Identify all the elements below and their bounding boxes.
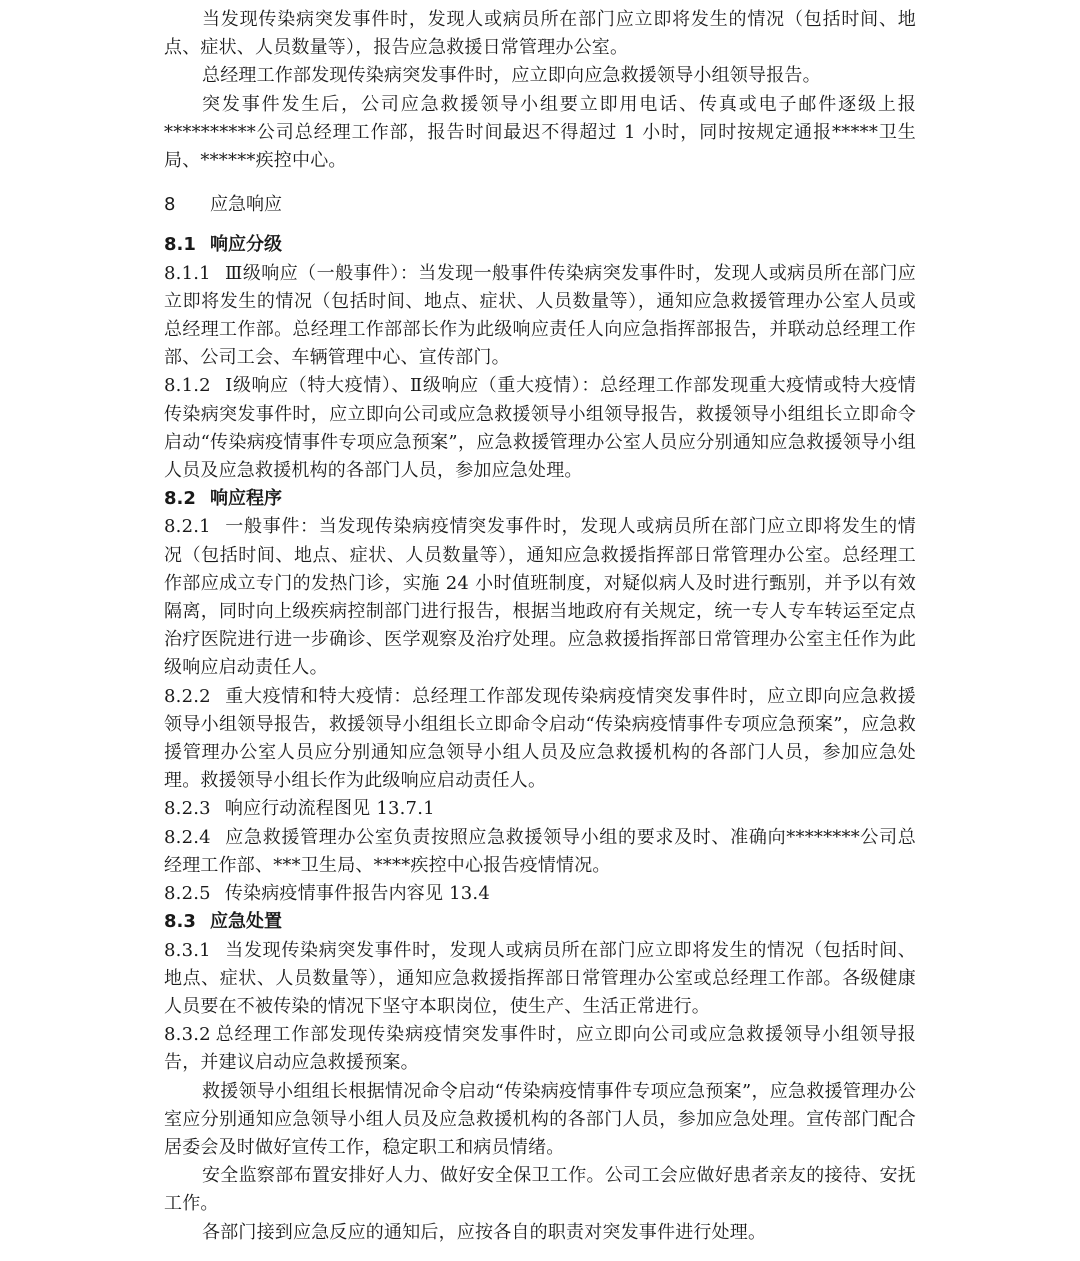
intro-paragraph: 当发现传染病突发事件时，发现人或病员所在部门应立即将发生的情况（包括时间、地点、症状、人员数量等），报告应急救援日常管理办公室。	[164, 9, 916, 59]
clause-8-2-3	[164, 795, 916, 823]
subsection-title: 应急处置	[210, 911, 282, 933]
section-title: 应急响应	[210, 194, 282, 216]
clause-text: 一般事件：当发现传染病疫情突发事件时，发现人或病员所在部门应立即将发生的情况（包括时间、地点、症状、人员数量等），通知应急救援指挥部日常管理办公室。总经理工作部应成立专门的发热门诊，实施 24 小时值班制度，对疑似病人及时进行甄别，并予以有效隔离，同时向上级疾病控制部门进行报告，根据当地政府有关规定，统一专人专车转运至定点治疗医院进行进一步确诊、医学观察及治疗处理。应急救援指挥部日常管理办公室主任作为此级响应启动责任人。	[164, 516, 916, 679]
clause-text: Ⅰ级响应（特大疫情）、Ⅱ级响应（重大疫情）：总经理工作部发现重大疫情或特大疫情传染病突发事件时，应立即向公司或应急救援领导小组领导报告，救援领导小组组长立即命令启动“传染病疫情事件专项应急预案”，应急救援管理办公室人员应分别通知应急救援领导小组人员及应急救援机构的各部门人员，参加应急处理。	[164, 375, 917, 482]
clause-8-1-2	[164, 372, 916, 485]
clause-text: 重大疫情和特大疫情：总经理工作部发现传染病疫情突发事件时，应立即向应急救援领导小组领导报告，救援领导小组组长立即命令启动“传染病疫情事件专项应急预案”，应急救援管理办公室人员应分别通知应急领导小组人员及应急救援机构的各部门人员，参加应急处理。救援领导小组长作为此级响应启动责任人。	[164, 685, 916, 792]
clause-8-2-5	[164, 880, 916, 908]
clause-8-2-1	[164, 513, 916, 682]
clause-8-2-2	[164, 683, 916, 796]
clause-number: 8.1.1	[164, 262, 211, 284]
clause-8-2-4	[164, 824, 916, 880]
clause-text: 响应行动流程图见 13.7.1	[224, 798, 435, 820]
intro-paragraph: 总经理工作部发现传染病突发事件时，应立即向应急救援领导小组领导报告。	[202, 65, 821, 87]
subsection-title: 响应程序	[210, 488, 282, 510]
clause-text: 传染病疫情事件报告内容见 13.4	[224, 883, 491, 905]
clause-text: 当发现传染病突发事件时，发现人或病员所在部门应立即将发生的情况（包括时间、地点、症状、人员数量等），通知应急救援指挥部日常管理办公室或总经理工作部。各级健康人员要在不被传染的情况下坚守本职岗位，使生产、生活正常进行。	[164, 939, 916, 1017]
subsection-title: 响应分级	[210, 234, 282, 256]
closing-paragraph: 各部门接到应急反应的通知后，应按各自的职责对突发事件进行处理。	[202, 1221, 767, 1243]
clause-8-3-2	[164, 1021, 916, 1077]
subsection-heading-8-3	[164, 908, 916, 936]
clause-number: 8.2.1	[164, 516, 211, 538]
subsection-number: 8.2	[164, 488, 196, 510]
document-body	[164, 6, 916, 1247]
closing-paragraph: 安全监察部布置安排好人力、做好安全保卫工作。公司工会应做好患者亲友的接待、安抚工作。	[164, 1165, 916, 1215]
section-heading-8	[164, 191, 916, 219]
clause-text: Ⅲ级响应（一般事件）：当发现一般事件传染病突发事件时，发现人或病员所在部门应立即将发生的情况（包括时间、地点、症状、人员数量等），通知应急救援管理办公室人员或总经理工作部。总经理工作部部长作为此级响应责任人向应急指挥部报告，并联动总经理工作部、公司工会、车辆管理中心、宣传部门。	[164, 262, 916, 369]
clause-number: 8.3.1	[164, 939, 211, 961]
clause-8-3-1	[164, 937, 916, 1022]
clause-8-1-1	[164, 260, 916, 373]
clause-number: 8.2.4	[164, 826, 211, 848]
clause-number: 8.1.2	[164, 375, 211, 397]
closing-paragraph: 救援领导小组组长根据情况命令启动“传染病疫情事件专项应急预案”，应急救援管理办公室应分别通知应急领导小组人员及应急救援机构的各部门人员，参加应急处理。宣传部门配合居委会及时做好宣传工作，稳定职工和病员情绪。	[164, 1080, 916, 1158]
clause-number: 8.2.3	[164, 798, 211, 820]
clause-number: 8.3.2	[164, 1024, 211, 1046]
subsection-heading-8-2	[164, 485, 916, 513]
clause-text: 总经理工作部发现传染病疫情突发事件时，应立即向公司或应急救援领导小组领导报告，并建议启动应急救援预案。	[164, 1024, 916, 1074]
intro-paragraph: 突发事件发生后，公司应急救援领导小组要立即用电话、传真或电子邮件逐级上报**********公司总经理工作部，报告时间最迟不得超过 1 小时，同时按规定通报*****卫生局、******疾控中心。	[164, 93, 916, 172]
clause-number: 8.2.2	[164, 685, 211, 707]
subsection-number: 8.1	[164, 234, 196, 256]
clause-text: 应急救援管理办公室负责按照应急救援领导小组的要求及时、准确向********公司总经理工作部、***卫生局、****疾控中心报告疫情情况。	[164, 826, 916, 876]
subsection-number: 8.3	[164, 911, 196, 933]
clause-number: 8.2.5	[164, 883, 211, 905]
section-number: 8	[164, 194, 176, 216]
subsection-heading-8-1	[164, 231, 916, 259]
